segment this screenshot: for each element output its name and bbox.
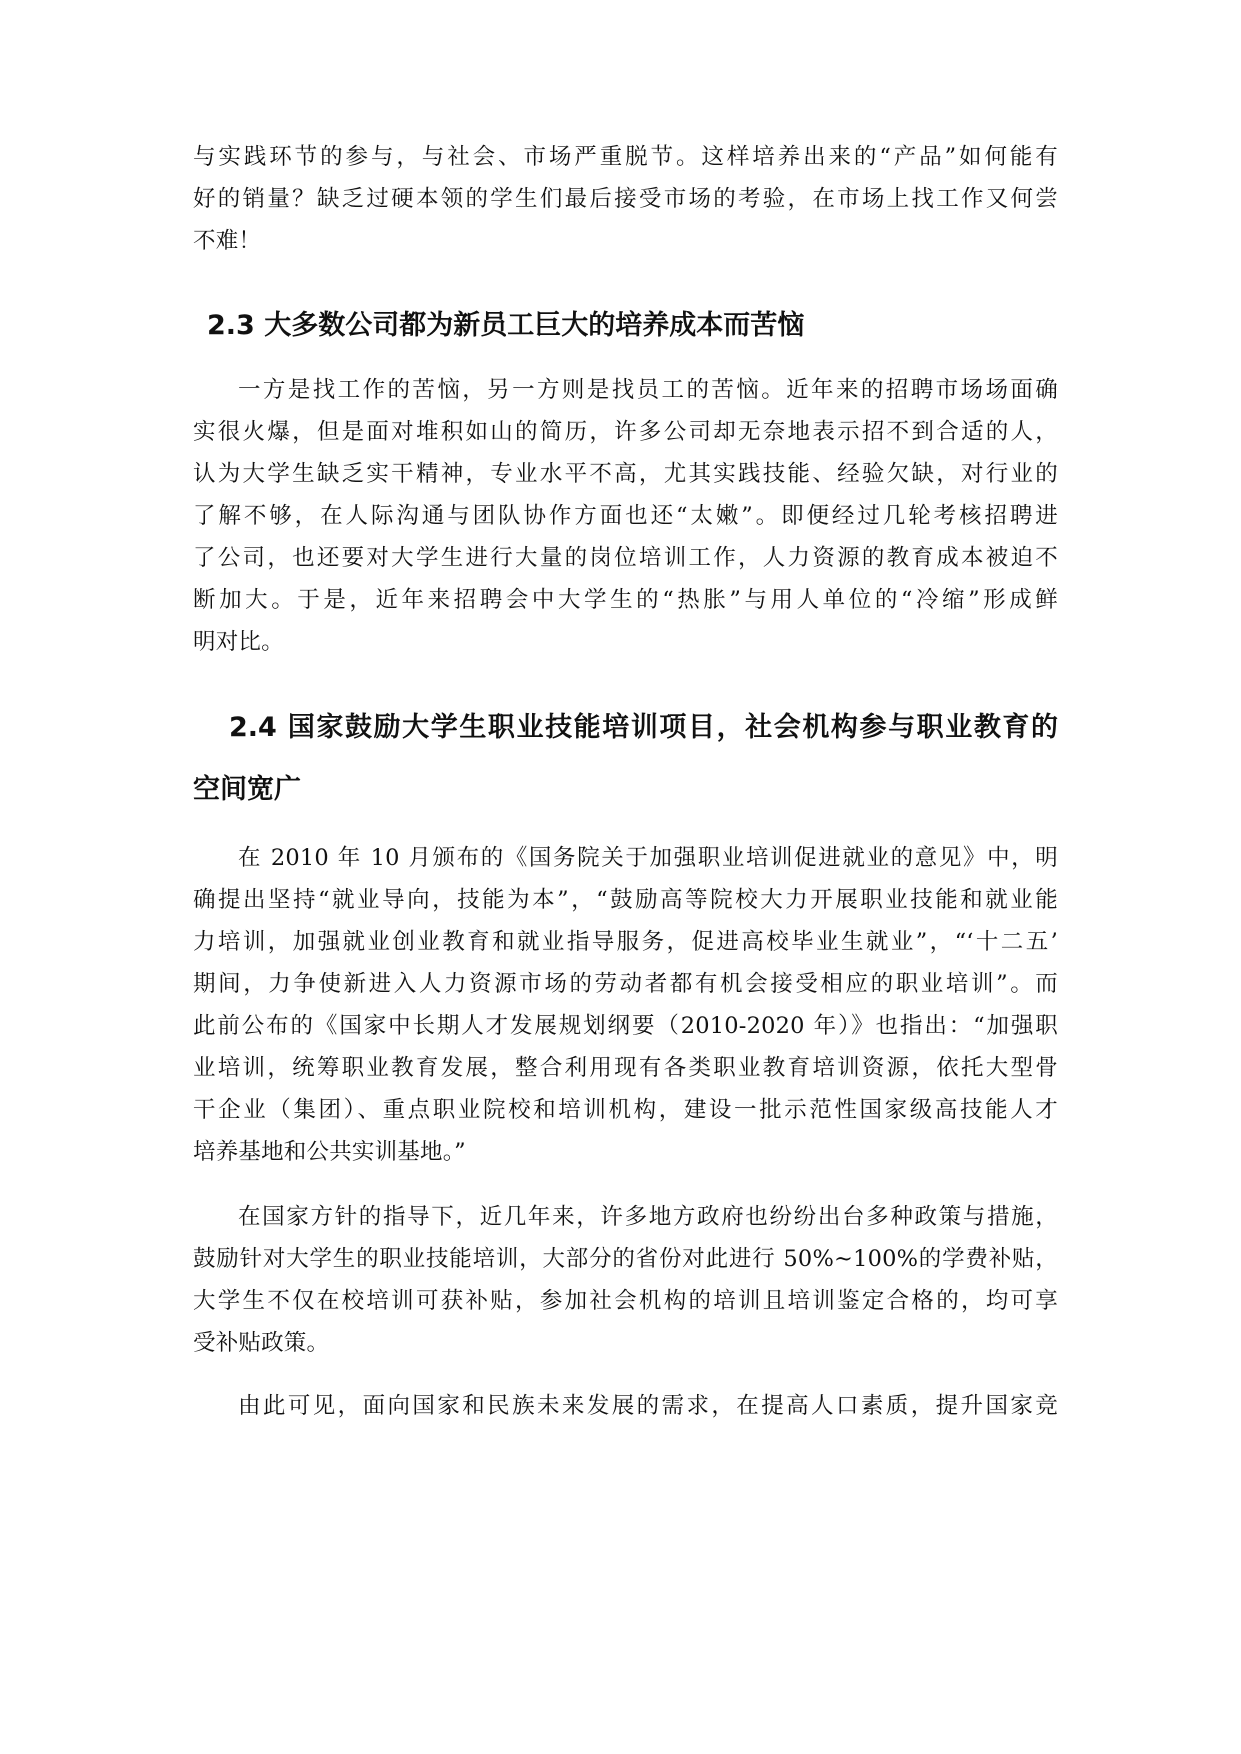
paragraph-line: 由此可见，面向国家和民族未来发展的需求，在提高人口素质，提升国家竞 — [238, 1393, 1058, 1419]
paragraph-line: 与实践环节的参与，与社会、市场严重脱节。这样培养出来的“产品”如何能有 — [193, 144, 1058, 170]
paragraph-line: 大学生不仅在校培训可获补贴，参加社会机构的培训且培训鉴定合格的，均可享 — [193, 1288, 1058, 1314]
paragraph-line: 干企业（集团）、重点职业院校和培训机构，建设一批示范性国家级高技能人才 — [193, 1097, 1058, 1123]
section-heading-2-4-cont: 空间宽广 — [193, 774, 301, 805]
paragraph-line: 实很火爆，但是面对堆积如山的简历，许多公司却无奈地表示招不到合适的人， — [193, 419, 1058, 445]
paragraph-line: 鼓励针对大学生的职业技能培训，大部分的省份对此进行 50%~100%的学费补贴， — [193, 1246, 1058, 1272]
paragraph-line: 好的销量？缺乏过硬本领的学生们最后接受市场的考验，在市场上找工作又何尝 — [193, 186, 1058, 212]
paragraph-line: 认为大学生缺乏实干精神，专业水平不高，尤其实践技能、经验欠缺，对行业的 — [193, 461, 1058, 487]
section-heading-2-4: 2.4 国家鼓励大学生职业技能培训项目，社会机构参与职业教育的 — [229, 712, 1058, 743]
section-heading-2-3: 2.3 大多数公司都为新员工巨大的培养成本而苦恼 — [207, 310, 805, 341]
paragraph-line: 此前公布的《国家中长期人才发展规划纲要（2010-2020 年）》也指出：“加强职 — [193, 1013, 1058, 1039]
paragraph-line: 受补贴政策。 — [193, 1330, 330, 1356]
paragraph-line: 业培训，统筹职业教育发展，整合利用现有各类职业教育培训资源，依托大型骨 — [193, 1055, 1058, 1081]
paragraph-line: 一方是找工作的苦恼，另一方则是找员工的苦恼。近年来的招聘市场场面确 — [238, 377, 1058, 403]
paragraph-line: 断加大。于是，近年来招聘会中大学生的“热胀”与用人单位的“冷缩”形成鲜 — [193, 587, 1058, 613]
paragraph-line: 明对比。 — [193, 629, 284, 655]
paragraph-line: 期间，力争使新进入人力资源市场的劳动者都有机会接受相应的职业培训”。而 — [193, 971, 1058, 997]
paragraph-line: 力培训，加强就业创业教育和就业指导服务，促进高校毕业生就业”，“‘十二五’ — [193, 929, 1058, 955]
paragraph-line: 在国家方针的指导下，近几年来，许多地方政府也纷纷出台多种政策与措施， — [238, 1204, 1058, 1230]
paragraph-line: 了公司，也还要对大学生进行大量的岗位培训工作，人力资源的教育成本被迫不 — [193, 545, 1058, 571]
paragraph-line: 培养基地和公共实训基地。” — [193, 1139, 466, 1165]
paragraph-line: 确提出坚持“就业导向，技能为本”，“鼓励高等院校大力开展职业技能和就业能 — [193, 887, 1058, 913]
paragraph-line: 了解不够，在人际沟通与团队协作方面也还“太嫩”。即便经过几轮考核招聘进 — [193, 503, 1058, 529]
paragraph-line: 在 2010 年 10 月颁布的《国务院关于加强职业培训促进就业的意见》中，明 — [238, 845, 1058, 871]
paragraph-line: 不难！ — [193, 228, 262, 254]
